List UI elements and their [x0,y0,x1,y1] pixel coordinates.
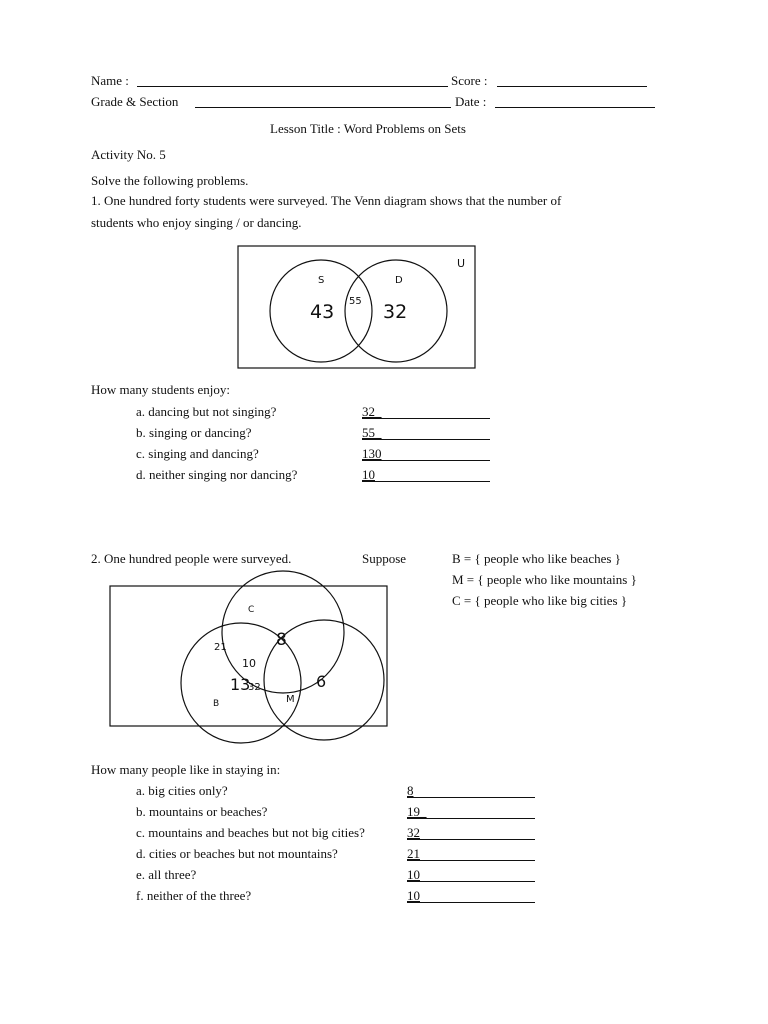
p1-answer-a: 32_ [362,404,382,419]
definition-b: B = { people who like beaches } [452,551,621,566]
problem1-line2: students who enjoy singing / or dancing. [91,215,302,230]
p2-question-a: a. big cities only? [136,783,228,798]
p2-question-e: e. all three? [136,867,197,882]
p1-question-d: d. neither singing nor dancing? [136,467,298,482]
set-m-label: M [286,694,295,705]
set-d-label: D [395,275,403,286]
p2-question-f: f. neither of the three? [136,888,252,903]
p2-answer-a: 8 [407,783,414,798]
p1-answer-b: 55_ [362,425,382,440]
venn-diagram-1 [238,246,475,368]
grade-section-label: Grade & Section [91,94,179,109]
problem1-line1: 1. One hundred forty students were surveyed. The Venn diagram shows that the number of [91,193,562,208]
problem2-question-intro: How many people like in staying in: [91,762,281,777]
universe-label: U [457,257,466,270]
definition-m: M = { people who like mountains } [452,572,637,587]
activity-number: Activity No. 5 [91,147,166,162]
universe-box-1 [238,246,475,368]
p1-answer-line-b[interactable] [362,439,490,440]
p2-answer-b: 19_ [407,804,427,819]
only-s-value: 43 [310,301,335,323]
lesson-title: Lesson Title : Word Problems on Sets [270,121,466,136]
p1-question-a: a. dancing but not singing? [136,404,277,419]
p2-answer-line-b[interactable] [407,818,535,819]
both-value: 55 [349,296,362,307]
p1-answer-d: 10 [362,467,375,482]
p1-answer-c: 130 [362,446,382,461]
venn-diagram-2 [110,571,387,743]
p2-answer-line-e[interactable] [407,881,535,882]
instructions: Solve the following problems. [91,173,249,188]
p1-question-c: c. singing and dancing? [136,446,259,461]
date-label: Date : [455,94,487,109]
p2-answer-f: 10 [407,888,420,903]
problem1-question-intro: How many students enjoy: [91,382,231,397]
set-b-label: B [213,699,220,709]
p2-question-b: b. mountains or beaches? [136,804,268,819]
b-only-value: 13 [230,675,251,694]
c-only-value: 8 [276,630,287,650]
p2-question-c: c. mountains and beaches but not big cities? [136,825,365,840]
score-label: Score : [451,73,488,88]
p2-answer-c: 32 [407,825,420,840]
problem2-intro: 2. One hundred people were surveyed. [91,551,292,566]
p2-answer-line-c[interactable] [407,839,535,840]
p1-answer-line-c[interactable] [362,460,490,461]
b-c-value: 21 [214,642,227,653]
p2-answer-d: 21 [407,846,420,861]
center-value: 10 [242,657,256,670]
p1-question-b: b. singing or dancing? [136,425,252,440]
p2-answer-line-d[interactable] [407,860,535,861]
set-c-label: C [248,605,255,615]
suppose-label: Suppose [362,551,407,566]
b-m-value: 32 [248,682,261,693]
only-d-value: 32 [383,301,408,323]
m-only-value: 6 [316,672,327,691]
p1-answer-line-d[interactable] [362,481,490,482]
p2-answer-line-f[interactable] [407,902,535,903]
p1-answer-line-a[interactable] [362,418,490,419]
p2-question-d: d. cities or beaches but not mountains? [136,846,338,861]
name-label: Name : [91,73,129,88]
set-s-label: S [318,275,325,286]
definition-c: C = { people who like big cities } [452,593,628,608]
p2-answer-line-a[interactable] [407,797,535,798]
p2-answer-e: 10 [407,867,420,882]
